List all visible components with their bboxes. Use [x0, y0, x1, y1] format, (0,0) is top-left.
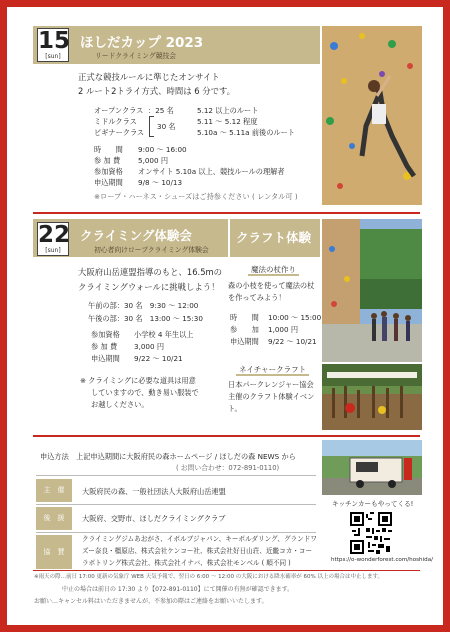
craft-photo — [322, 364, 422, 430]
event1-date-box — [37, 28, 69, 62]
nature-desc-3: ト。 — [228, 404, 242, 413]
event2-day: 22 — [38, 222, 71, 248]
website-url[interactable]: https://o-wonderforest.com/hoshida/ — [331, 557, 434, 563]
shared-count: 30 名 — [157, 122, 176, 131]
footer-note-3: お願い…キャンセル料はいただきませんが、不参加の際はご連絡をお願いいたします。 — [34, 598, 268, 605]
event1-subtitle: リードクライミング競技会 — [95, 52, 177, 60]
divider-2 — [33, 435, 420, 437]
e2-note-3: お越しください。 — [91, 400, 149, 409]
org-host-value: 大阪府民の森、一般社団法人大阪府山岳連盟 — [82, 487, 226, 496]
event1-weekday: [sun] — [45, 53, 61, 60]
apply-underline — [36, 475, 316, 476]
session-pm: 午後の部：30 名 13:00 ～ 15:30 — [88, 314, 203, 323]
event2-date-box — [37, 222, 69, 256]
org-line-2 — [36, 532, 316, 533]
org-support-value: 大阪府、交野市、ほしだクライミングクラブ — [82, 514, 226, 523]
wand-desc-1: 森の小枝を使って魔法の杖 — [228, 281, 315, 290]
org-sponsor-tag: 協 賛 — [36, 535, 72, 569]
e2-label-qual: 参加資格 — [91, 330, 120, 339]
e1-value-time: 9:00 ～ 16:00 — [138, 145, 187, 154]
apply-text: 上記申込期間に大阪府民の森ホームページ / ほしだの森 NEWS から — [76, 452, 296, 461]
nature-title: ネイチャークラフト — [236, 365, 309, 376]
event2-weekday: [sun] — [45, 247, 61, 254]
class-count-open: ：25 名 — [148, 106, 174, 115]
org-sponsor-line-1: クライミングジムあおがさ、イボルブジャパン、キーボルダリング、グランドワ — [82, 535, 317, 543]
wand-value-period: 9/22 ～ 10/21 — [268, 337, 317, 346]
e1-label-qual: 参加資格 — [94, 167, 123, 176]
qr-code[interactable] — [350, 512, 392, 554]
footer-note-2: 中止の場合は前日の 17:30 より【072-891-0110】にて開催の有無が確認できます。 — [62, 586, 294, 593]
class-name-middle: ミドルクラス — [94, 117, 137, 126]
wand-label-time: 時 間 — [230, 313, 259, 322]
e2-value-period: 9/22 ～ 10/21 — [134, 354, 183, 363]
org-sponsor-line-2: ズー奈良・橿原店、株式会社ケンコー社、株式会社好日山荘、近畿コカ・コー — [82, 547, 313, 555]
wand-desc-2: を作ってみよう！ — [228, 293, 286, 302]
climbing-photo-1 — [322, 26, 422, 205]
event2-intro-1: 大阪府山岳連盟指導のもと、16.5mの — [78, 267, 223, 277]
class-name-open: オープンクラス — [94, 106, 144, 115]
craft-title: クラフト体験 — [236, 230, 312, 245]
wand-label-fee: 参 加 — [230, 325, 259, 334]
e2-value-qual: 小学校 4 年生以上 — [134, 330, 194, 339]
event1-intro-2: 2 ルート2トライ方式、時間は 6 分です。 — [78, 86, 236, 96]
divider-3 — [33, 570, 420, 571]
footer-note-1: ※雨天の際…前日 17:00 更新の気象庁 WEB 天気予報で、翌日の 6:00 ～ 12:00 の大阪における降水確率が 60% 以上の場合は中止します。 — [34, 574, 384, 580]
wand-value-time: 10:00 ～ 15:00 — [268, 313, 322, 322]
event1-day: 15 — [38, 28, 71, 54]
bracket — [149, 116, 154, 137]
org-host-tag: 主 催 — [36, 479, 72, 502]
e1-value-period: 9/8 ～ 10/13 — [138, 178, 183, 187]
class-route-open: 5.12 以上のルート — [197, 106, 259, 115]
class-route-middle: 5.11 ～ 5.12 程度 — [197, 117, 258, 126]
kitchen-car-photo — [322, 440, 422, 495]
session-am: 午前の部：30 名 9:30 ～ 12:00 — [88, 301, 199, 310]
divider-1 — [33, 212, 420, 214]
class-name-beginner: ビギナークラス — [94, 128, 145, 137]
e2-note-1: ※ クライミングに必要な道具は用意 — [80, 376, 196, 385]
e1-value-qual: オンサイト 5.10a 以上、競技ルールの理解者 — [138, 167, 285, 176]
nature-desc-1: 日本パークレンジャー協会 — [228, 380, 314, 389]
e1-label-fee: 参 加 費 — [94, 156, 121, 165]
org-sponsor-line-3: ラボトリング株式会社、株式会社イナバ、株式会社モンベル ( 順不同 ) — [82, 559, 291, 567]
apply-label: 申込方法 — [40, 452, 69, 461]
event2-subtitle: 初心者向けロープクライミング体験会 — [94, 246, 209, 254]
class-route-beginner: 5.10a ～ 5.11a 前後のルート — [197, 128, 295, 137]
apply-contact: ( お問い合わせ：072-891-0110) — [176, 464, 280, 472]
e1-label-period: 申込期間 — [94, 178, 123, 187]
e2-label-fee: 参 加 費 — [91, 342, 118, 351]
e1-note: ※ロープ・ハーネス・シューズはご持参ください ( レンタル可 ) — [94, 192, 298, 201]
e2-label-period: 申込期間 — [91, 354, 120, 363]
event2-title: クライミング体験会 — [80, 228, 192, 243]
nature-desc-2: 主催のクラフト体験イベン — [228, 392, 315, 401]
wand-title: 魔法の杖作り — [248, 265, 299, 276]
e1-value-fee: 5,000 円 — [138, 156, 169, 165]
e2-value-fee: 3,000 円 — [134, 342, 165, 351]
climbing-photo-2 — [322, 219, 422, 362]
event1-intro-1: 正式な競技ルールに準じたオンサイト — [78, 72, 220, 82]
event2-intro-2: クライミングウォールに挑戦しよう！ — [78, 282, 220, 292]
org-support-tag: 後 援 — [36, 507, 72, 530]
org-line-1 — [36, 504, 316, 505]
wand-value-fee: 1,000 円 — [268, 325, 299, 334]
kitchen-car-text: キッチンカーもやってくる! — [332, 500, 414, 508]
event1-title: ほしだカップ 2023 — [80, 35, 204, 51]
e2-note-2: していますので、動き易い服装で — [91, 388, 199, 397]
wand-label-period: 申込期間 — [230, 337, 259, 346]
e1-label-time: 時 間 — [94, 145, 123, 154]
